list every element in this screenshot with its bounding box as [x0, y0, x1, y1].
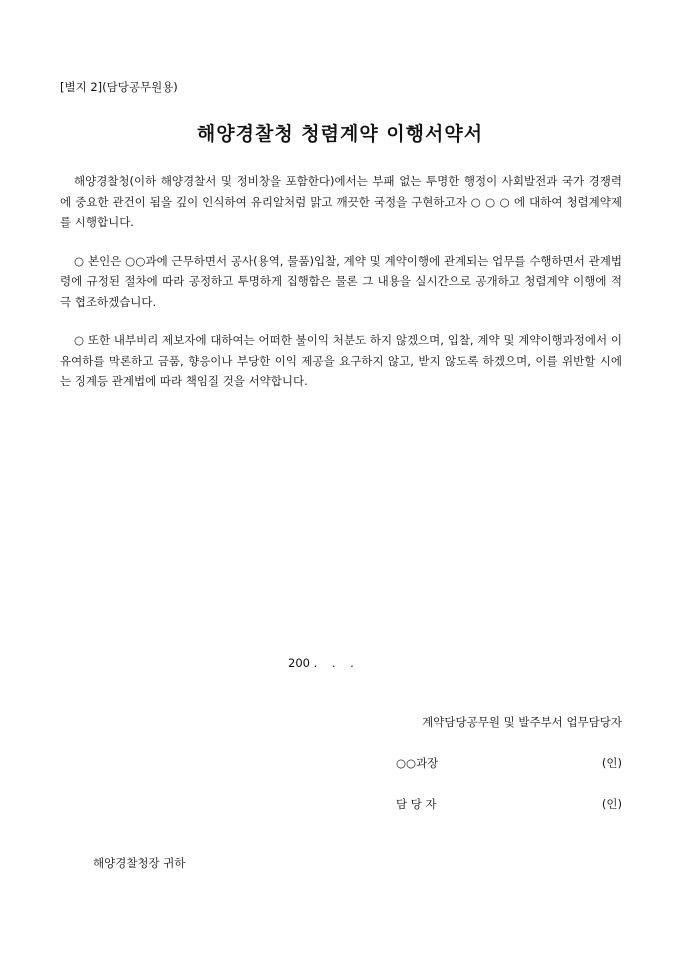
signature-row-officer: [396, 796, 622, 812]
signer-role: 담 당 자: [396, 797, 437, 811]
signature-row-manager: [396, 755, 622, 771]
pledge-paragraph-1: ○ 본인은 ○○과에 근무하면서 공사(용역, 물품)입찰, 계약 및 계약이행에 관계되는 업무를 수행하면서 관계법령에 규정된 절차에 따라 공정하고 투명하게 집행함은 물론 그 내용을 실시간으로 공개하고 청렴계약 이행에 적극 협조하겠습니다.: [60, 253, 622, 309]
date-line: 200 . . .: [288, 656, 354, 670]
pledge-paragraph-2: ○ 또한 내부비리 제보자에 대하여는 어떠한 불이익 처분도 하지 않겠으며, 입찰, 계약 및 계약이행과정에서 이유여하를 막론하고 금품, 향응이나 부당한 이익 제공을 요구하지 않고, 받지 않도록 하겠으며, 이를 위반할 시에는 징계등 관계법에 따라 책임질 것을 서약합니다.: [60, 333, 622, 388]
seal-mark: (인): [601, 797, 622, 811]
form-annex-label: [별지 2](담당공무원용): [60, 80, 178, 94]
signer-role: ○○과장: [396, 756, 439, 770]
seal-mark: (인): [601, 756, 622, 770]
document-title: 해양경찰청 청렴계약 이행서약서: [196, 123, 484, 145]
signer-title: 계약담당공무원 및 발주부서 업무담당자: [422, 715, 622, 729]
intro-paragraph: 해양경찰청(이하 해양경찰서 및 정비창을 포함한다)에서는 부패 없는 투명한 행정이 사회발전과 국가 경쟁력에 중요한 관건이 됨을 깊이 인식하여 유리알처럼 맑고 깨끗한 국정을 구현하고자 ○ ○ ○ 에 대하여 청렴계약제를 시행합니다.: [60, 174, 622, 229]
document-body: [60, 171, 622, 410]
addressee: 해양경찰청장 귀하: [93, 856, 186, 870]
